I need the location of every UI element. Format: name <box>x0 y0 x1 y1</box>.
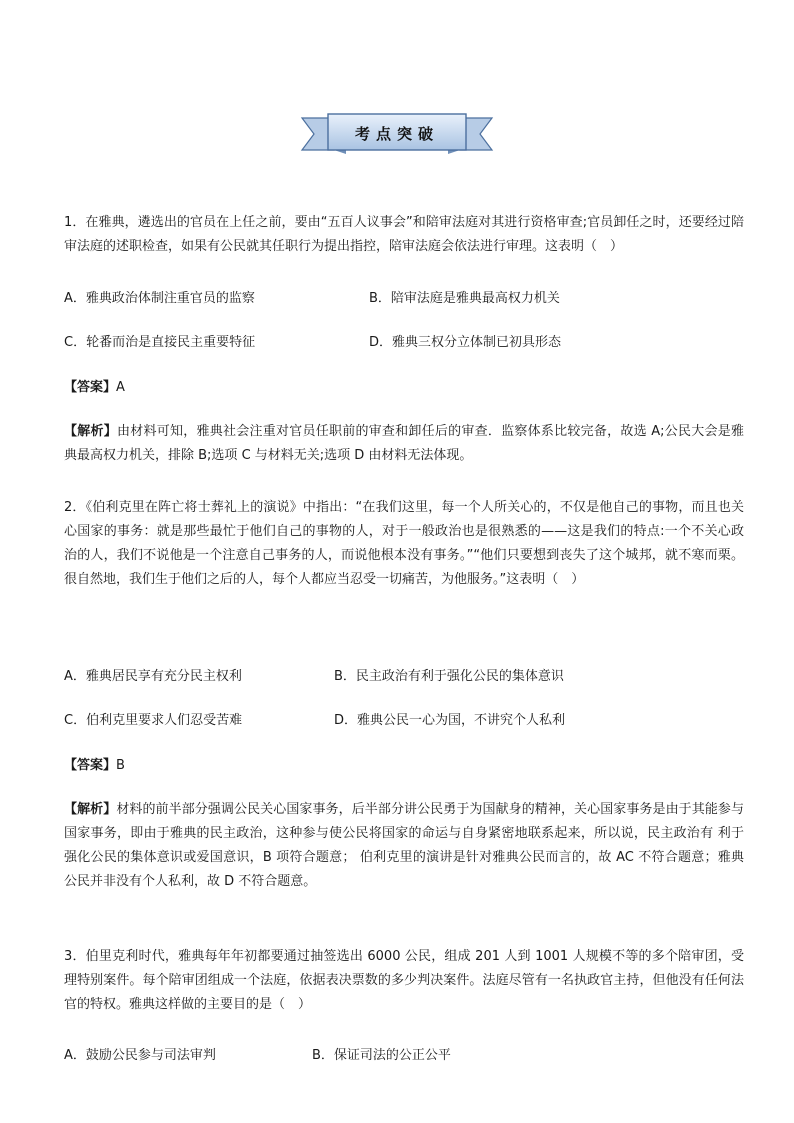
option-c: C．伯利克里要求人们忍受苦难 <box>64 713 243 728</box>
question-3-options-row-1 <box>64 1044 744 1068</box>
answer-tag: 【答案】 <box>64 758 117 773</box>
option-b: B．陪审法庭是雅典最高权力机关 <box>369 291 560 306</box>
answer-value: A <box>116 380 125 395</box>
question-1-answer <box>64 376 744 400</box>
question-3-stem: 3．伯里克利时代，雅典每年年初都要通过抽签选出 6000 公民，组成 201 人到 1001 人规模不等的多个陪审团，受理特别案件。每个陪审团组成一个法庭，依据表决票数的多少判决案件。法庭尽管有一名执政官主持，但他没有任何法官的特权。雅典这样做的主要目的是（ ） <box>64 949 744 1012</box>
question-1-stem: 1．在雅典，遴选出的官员在上任之前，要由“五百人议事会”和陪审法庭对其进行资格审查;官员卸任之时，还要经过陪审法庭的述职检查，如果有公民就其任职行为提出指控，陪审法庭会依法进行审理。这表明（ ） <box>64 215 744 254</box>
analysis-text: 由材料可知，雅典社会注重对官员任职前的审查和卸任后的审查．监察体系比较完备，故选 A;公民大会是雅典最高权力机关，排除 B;选项 C 与材料无关;选项 D 由材料无法体现。 <box>64 424 744 463</box>
option-d: D．雅典三权分立体制已初具形态 <box>369 335 562 350</box>
option-a: A．雅典居民享有充分民主权利 <box>64 669 242 684</box>
analysis-tag: 【解析】 <box>64 424 117 439</box>
option-d: D．雅典公民一心为国，不讲究个人私利 <box>334 713 566 728</box>
question-2-stem: 2．《伯利克里在阵亡将士葬礼上的演说》中指出：“在我们这里，每一个人所关心的，不仅是他自己的事物，而且也关心国家的事务：就是那些最忙于他们自己的事物的人，对于一般政治也是很熟悉的——这是我们的特点:一个不关心政治的人，我们不说他是一个注意自己事务的人，而说他根本没有事务。”“他们只要想到丧失了这个城邦，就不寒而栗。很自然地，我们生于他们之后的人，每个人都应当忍受一切痛苦，为他服务。”这表明（ ） <box>64 500 744 587</box>
banner-title: 考点突破 <box>354 125 439 143</box>
option-b: B．民主政治有利于强化公民的集体意识 <box>334 669 564 684</box>
question-1-options-row-2 <box>64 331 744 355</box>
option-a: A．雅典政治体制注重官员的监察 <box>64 291 255 306</box>
option-b: B．保证司法的公正公平 <box>312 1048 451 1063</box>
question-2-answer <box>64 754 744 778</box>
question-2-options-row-1 <box>64 665 744 689</box>
section-banner <box>300 112 494 156</box>
question-2-analysis <box>64 798 744 894</box>
option-c: C．轮番而治是直接民主重要特征 <box>64 335 256 350</box>
option-a: A．鼓励公民参与司法审判 <box>64 1048 216 1063</box>
question-1-analysis <box>64 420 744 468</box>
analysis-tag: 【解析】 <box>64 802 117 817</box>
analysis-text: 材料的前半部分强调公民关心国家事务，后半部分讲公民勇于为国献身的精神，关心国家事务是由于其能参与国家事务，即由于雅典的民主政治，这种参与使公民将国家的命运与自身紧密地联系起来，所以说，民主政治有 利于强化公民的集体意识或爱国意识，B 项符合题意； 伯利克里的演讲是针对雅典公民而言的，故 AC 不符合题意；雅典公民并非没有个人私利，故 D 不符合题意。 <box>64 802 744 889</box>
answer-value: B <box>116 758 125 773</box>
answer-tag: 【答案】 <box>64 380 117 395</box>
question-1-options-row-1 <box>64 287 744 311</box>
question-2-options-row-2 <box>64 709 744 733</box>
